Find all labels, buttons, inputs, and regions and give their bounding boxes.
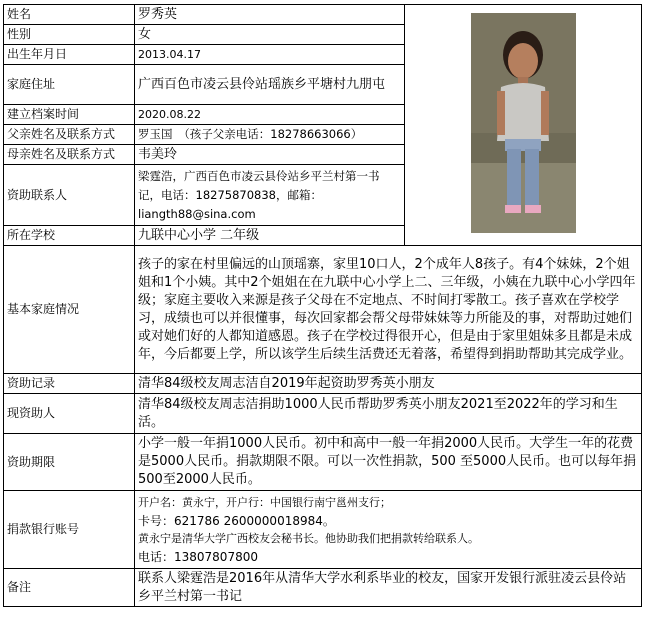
record-value: 清华84级校友周志洁自2019年起资助罗秀英小朋友 xyxy=(135,374,642,394)
student-photo xyxy=(471,13,576,233)
period-value: 小学一般一年捐1000人民币。初中和高中一般一年捐2000人民币。大学生一年的花费是5000人民币。捐款期限不限。可以一次性捐款，500 至5000人民币。也可以每年捐500至2000人民币。 xyxy=(135,434,642,491)
bank-account-name: 开户名：黄永宁，开户行：中国银行南宁邕州支行； xyxy=(138,495,391,509)
contact-label: 资助联系人 xyxy=(4,165,135,226)
school-value: 九联中心小学 二年级 xyxy=(135,226,405,246)
period-label: 资助期限 xyxy=(4,434,135,491)
note-label: 备注 xyxy=(4,569,135,607)
bank-card-number: 卡号：621786 2600000018984。 xyxy=(138,513,335,528)
current-sponsor-value: 清华84级校友周志洁捐助1000人民币帮助罗秀英小朋友2021至2022年的学习和生活。 xyxy=(135,394,642,434)
gender-value: 女 xyxy=(135,25,405,45)
family-label: 基本家庭情况 xyxy=(4,246,135,374)
bank-note: 黄永宁是清华大学广西校友会秘书长。他协助我们把捐款转给联系人。 xyxy=(138,531,479,545)
current-sponsor-label: 现资助人 xyxy=(4,394,135,434)
father-label: 父亲姓名及联系方式 xyxy=(4,125,135,145)
student-profile-table xyxy=(3,4,642,607)
birth-value: 2013.04.17 xyxy=(135,45,405,65)
family-value: 孩子的家在村里偏远的山顶瑶寨，家里10口人，2个成年人8孩子。有4个妹妹，2个姐姐和1个小姨。其中2个姐姐在在九联中心小学上二、三年级，小姨在九联中心小学四年级；家庭主要收入来源是孩子父母在不定地点、不时间打零散工。孩子喜欢在学校学习，成绩也可以并很懂事，每次回家都会帮父母带妹妹等力所能及的事，对帮助过她们或对她们好的人都知道感恩。孩子在学校过得很开心，但是由于家里姐妹多且都是未成年，今后都要上学，所以该学生后续生活费还无着落，希望得到捐助帮助其完成学业。 xyxy=(135,246,642,374)
note-value: 联系人梁霆浩是2016年从清华大学水利系毕业的校友，国家开发银行派驻凌云县伶站乡平兰村第一书记 xyxy=(135,569,642,607)
record-label: 资助记录 xyxy=(4,374,135,394)
file-date-label: 建立档案时间 xyxy=(4,105,135,125)
birth-label: 出生年月日 xyxy=(4,45,135,65)
mother-label: 母亲姓名及联系方式 xyxy=(4,145,135,165)
school-label: 所在学校 xyxy=(4,226,135,246)
mother-value: 韦美玲 xyxy=(135,145,405,165)
name-label: 姓名 xyxy=(4,5,135,25)
student-photo-image xyxy=(471,13,576,233)
file-date-value: 2020.08.22 xyxy=(135,105,405,125)
bank-phone: 电话：13807807800 xyxy=(138,549,258,564)
contact-value: 梁霆浩，广西百色市凌云县伶站乡平兰村第一书记，电话：18275870838，邮箱：liangth88@sina.com xyxy=(135,165,405,226)
name-value: 罗秀英 xyxy=(135,5,405,25)
bank-value xyxy=(135,491,642,569)
photo-cell xyxy=(405,5,642,246)
gender-label: 性别 xyxy=(4,25,135,45)
bank-label: 捐款银行账号 xyxy=(4,491,135,569)
address-label: 家庭住址 xyxy=(4,65,135,105)
address-value: 广西百色市凌云县伶站瑶族乡平塘村九朋屯 xyxy=(135,65,405,105)
father-value: 罗玉国 （孩子父亲电话：18278663066） xyxy=(135,125,405,145)
